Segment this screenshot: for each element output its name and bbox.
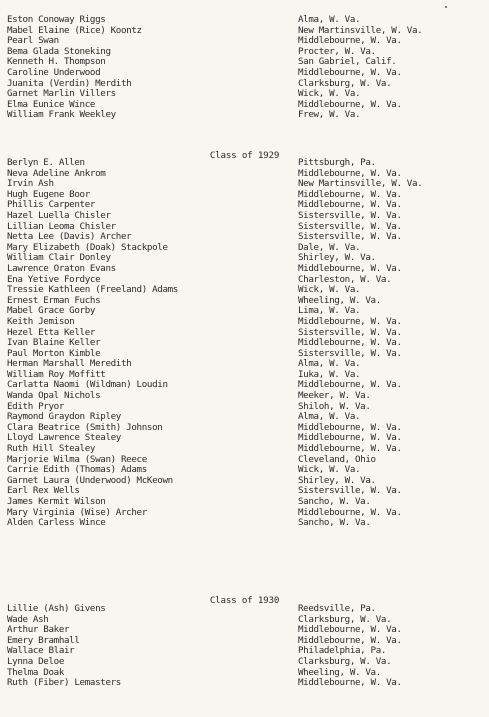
roster-entry bbox=[0, 338, 489, 349]
graduate-residence: Middlebourne, W. Va. bbox=[298, 507, 402, 518]
graduate-residence: Wick, W. Va. bbox=[298, 465, 361, 476]
graduate-name: Ruth (Fiber) Lemasters bbox=[7, 678, 121, 689]
graduate-residence: Charleston, W. Va. bbox=[298, 274, 392, 285]
graduate-name: Marjorie Wilma (Swan) Reece bbox=[7, 454, 147, 465]
graduate-name: Phillis Carpenter bbox=[7, 200, 96, 211]
roster-entry bbox=[0, 79, 489, 90]
roster-entry bbox=[0, 169, 489, 180]
class-heading-1929: Class of 1929 bbox=[209, 150, 280, 161]
graduate-name: William Frank Weekley bbox=[7, 110, 116, 121]
graduate-residence: Sancho, W. Va. bbox=[298, 497, 371, 507]
roster-entry bbox=[0, 211, 489, 222]
roster-entry bbox=[0, 349, 489, 360]
graduate-name: Garnet Marlin Villers bbox=[7, 89, 116, 100]
roster-entry bbox=[0, 158, 489, 169]
roster-entry bbox=[0, 497, 489, 508]
graduate-name: Hugh Eugene Boor bbox=[7, 189, 90, 200]
graduate-name: William Clair Donley bbox=[7, 253, 111, 264]
roster-entry bbox=[0, 68, 489, 79]
roster-entry bbox=[0, 625, 489, 636]
roster-entry bbox=[0, 110, 489, 121]
roster-entry bbox=[0, 402, 489, 413]
graduate-name: Ivan Blaine Keller bbox=[7, 338, 101, 349]
graduate-residence: Clarksburg, W. Va. bbox=[298, 656, 392, 667]
graduate-residence: Sistersville, W. Va. bbox=[298, 348, 402, 359]
graduate-name: Earl Rex Wells bbox=[7, 486, 80, 497]
roster-entry bbox=[0, 657, 489, 668]
roster-entry bbox=[0, 317, 489, 328]
graduate-name: James Kermit Wilson bbox=[7, 497, 106, 507]
graduate-name: Mary Elizabeth (Doak) Stackpole bbox=[7, 242, 168, 253]
graduate-name: Keith Jemison bbox=[7, 316, 75, 327]
graduate-residence: Middlebourne, W. Va. bbox=[298, 444, 402, 455]
roster-entry bbox=[0, 444, 489, 455]
roster-entry bbox=[0, 412, 489, 423]
roster-entry bbox=[0, 455, 489, 466]
graduate-residence: Shirley, W. Va. bbox=[298, 253, 376, 264]
graduate-name: Bema Glada Stoneking bbox=[7, 46, 111, 57]
roster-entry bbox=[0, 380, 489, 391]
graduate-name: Mabel Grace Gorby bbox=[7, 306, 96, 317]
roster-entry bbox=[0, 359, 489, 370]
roster-entry bbox=[0, 508, 489, 519]
graduate-residence: Alma, W. Va. bbox=[298, 412, 361, 423]
graduate-residence: Middlebourne, W. Va. bbox=[298, 338, 402, 349]
graduate-residence: Wheeling, W. Va. bbox=[298, 667, 381, 678]
graduate-residence: Sancho, W. Va. bbox=[298, 518, 371, 529]
graduate-name: Carrie Edith (Thomas) Adams bbox=[7, 465, 147, 476]
graduate-name: Tressie Kathleen (Freeland) Adams bbox=[7, 285, 178, 296]
roster-entry bbox=[0, 646, 489, 657]
roster-entry bbox=[0, 100, 489, 111]
roster-entry bbox=[0, 615, 489, 626]
roster-entry bbox=[0, 296, 489, 307]
roster-entry bbox=[0, 275, 489, 286]
graduate-residence: Middlebourne, W. Va. bbox=[298, 99, 402, 110]
graduate-residence: Middlebourne, W. Va. bbox=[298, 678, 402, 689]
graduate-name: Lillian Leoma Chisler bbox=[7, 221, 116, 232]
roster-entry bbox=[0, 306, 489, 317]
roster-entry bbox=[0, 604, 489, 615]
graduate-name: Berlyn E. Allen bbox=[7, 158, 85, 168]
graduate-residence: Wick, W. Va. bbox=[298, 89, 361, 100]
graduate-residence: Alma, W. Va. bbox=[298, 15, 361, 25]
graduate-name: Edith Pryor bbox=[7, 401, 64, 412]
graduate-name: William Roy Moffitt bbox=[7, 369, 106, 380]
graduate-residence: Sistersville, W. Va. bbox=[298, 232, 402, 243]
roster-entry bbox=[0, 179, 489, 190]
roster-entry bbox=[0, 668, 489, 679]
ink-speck bbox=[445, 6, 447, 8]
graduate-name: Lawrence Oraton Evans bbox=[7, 263, 116, 274]
roster-section-continued bbox=[0, 15, 489, 121]
graduate-name: Pearl Swan bbox=[7, 36, 59, 47]
graduate-residence: Middlebourne, W. Va. bbox=[298, 316, 402, 327]
roster-entry bbox=[0, 433, 489, 444]
graduate-residence: Clarksburg, W. Va. bbox=[298, 78, 392, 89]
roster-entry bbox=[0, 36, 489, 47]
graduate-residence: Middlebourne, W. Va. bbox=[298, 168, 402, 179]
graduate-name: Caroline Underwood bbox=[7, 67, 101, 78]
graduate-residence: New Martinsville, W. Va. bbox=[298, 25, 423, 36]
roster-entry bbox=[0, 47, 489, 58]
graduate-name: Ernest Erman Fuchs bbox=[7, 295, 101, 306]
graduate-residence: Sistersville, W. Va. bbox=[298, 486, 402, 497]
graduate-name: Thelma Doak bbox=[7, 667, 64, 678]
class-heading-1930: Class of 1930 bbox=[209, 595, 280, 606]
graduate-name: Ena Yetive Fordyce bbox=[7, 274, 101, 285]
graduate-residence: Sistersville, W. Va. bbox=[298, 210, 402, 221]
graduate-residence: Middlebourne, W. Va. bbox=[298, 200, 402, 211]
graduate-name: Wallace Blair bbox=[7, 646, 75, 657]
graduate-name: Clara Beatrice (Smith) Johnson bbox=[7, 422, 163, 433]
graduate-residence: Pittsburgh, Pa. bbox=[298, 158, 376, 168]
roster-section-1930 bbox=[0, 604, 489, 689]
roster-entry bbox=[0, 328, 489, 339]
graduate-residence: Middlebourne, W. Va. bbox=[298, 625, 402, 636]
roster-entry bbox=[0, 57, 489, 68]
graduate-residence: Wick, W. Va. bbox=[298, 285, 361, 296]
graduate-residence: Middlebourne, W. Va. bbox=[298, 67, 402, 78]
roster-entry bbox=[0, 253, 489, 264]
graduate-residence: Sistersville, W. Va. bbox=[298, 327, 402, 338]
graduate-residence: Middlebourne, W. Va. bbox=[298, 635, 402, 646]
roster-entry bbox=[0, 232, 489, 243]
graduate-name: Juanita (Verdin) Merdith bbox=[7, 78, 132, 89]
graduate-name: Netta Lee (Davis) Archer bbox=[7, 232, 132, 243]
graduate-residence: Middlebourne, W. Va. bbox=[298, 380, 402, 391]
roster-entry bbox=[0, 285, 489, 296]
graduate-name: Mabel Elaine (Rice) Koontz bbox=[7, 25, 142, 36]
graduate-residence: Wheeling, W. Va. bbox=[298, 295, 381, 306]
graduate-name: Neva Adeline Ankrom bbox=[7, 168, 106, 179]
graduate-name: Irvin Ash bbox=[7, 179, 54, 190]
graduate-residence: Middlebourne, W. Va. bbox=[298, 263, 402, 274]
graduate-residence: San Gabriel, Calif. bbox=[298, 57, 397, 68]
graduate-name: Lynna Deloe bbox=[7, 656, 64, 667]
graduate-name: Arthur Baker bbox=[7, 625, 70, 636]
graduate-name: Herman Marshall Meredith bbox=[7, 359, 132, 370]
graduate-name: Lloyd Lawrence Stealey bbox=[7, 433, 121, 444]
roster-entry bbox=[0, 678, 489, 689]
roster-entry bbox=[0, 391, 489, 402]
graduate-name: Emery Bramhall bbox=[7, 635, 80, 646]
graduate-residence: Philadelphia, Pa. bbox=[298, 646, 387, 657]
graduate-residence: Meeker, W. Va. bbox=[298, 391, 371, 402]
graduate-residence: Dale, W. Va. bbox=[298, 242, 361, 253]
graduate-residence: Sistersville, W. Va. bbox=[298, 221, 402, 232]
graduate-residence: Middlebourne, W. Va. bbox=[298, 189, 402, 200]
roster-entry bbox=[0, 26, 489, 37]
graduate-residence: Middlebourne, W. Va. bbox=[298, 422, 402, 433]
graduate-name: Raymond Graydon Ripley bbox=[7, 412, 121, 423]
roster-section-1929 bbox=[0, 158, 489, 529]
graduate-residence: Frew, W. Va. bbox=[298, 110, 361, 121]
graduate-name: Lillie (Ash) Givens bbox=[7, 604, 106, 614]
roster-entry bbox=[0, 222, 489, 233]
roster-entry bbox=[0, 518, 489, 529]
graduate-name: Hazel Luella Chisler bbox=[7, 210, 111, 221]
roster-entry bbox=[0, 89, 489, 100]
graduate-residence: Reedsville, Pa. bbox=[298, 604, 376, 614]
graduate-residence: Clarksburg, W. Va. bbox=[298, 614, 392, 625]
roster-entry bbox=[0, 243, 489, 254]
roster-entry bbox=[0, 15, 489, 26]
graduate-name: Wanda Opal Nichols bbox=[7, 391, 101, 402]
graduate-residence: Alma, W. Va. bbox=[298, 359, 361, 370]
graduate-name: Garnet Laura (Underwood) McKeown bbox=[7, 475, 173, 486]
graduate-name: Mary Virginia (Wise) Archer bbox=[7, 507, 147, 518]
graduate-name: Paul Morton Kimble bbox=[7, 348, 101, 359]
graduate-name: Ruth Hill Stealey bbox=[7, 444, 96, 455]
roster-entry bbox=[0, 486, 489, 497]
graduate-residence: Middlebourne, W. Va. bbox=[298, 36, 402, 47]
graduate-residence: Lima, W. Va. bbox=[298, 306, 361, 317]
graduate-residence: Procter, W. Va. bbox=[298, 46, 376, 57]
roster-entry bbox=[0, 465, 489, 476]
graduate-name: Wade Ash bbox=[7, 614, 49, 625]
roster-entry bbox=[0, 200, 489, 211]
roster-entry bbox=[0, 264, 489, 275]
graduate-residence: Cleveland, Ohio bbox=[298, 454, 376, 465]
graduate-name: Eston Conoway Riggs bbox=[7, 15, 106, 25]
graduate-residence: New Martinsville, W. Va. bbox=[298, 179, 423, 190]
graduate-name: Kenneth H. Thompson bbox=[7, 57, 106, 68]
roster-entry bbox=[0, 476, 489, 487]
roster-entry bbox=[0, 370, 489, 381]
graduate-name: Hezel Etta Keller bbox=[7, 327, 96, 338]
roster-entry bbox=[0, 190, 489, 201]
graduate-name: Alden Carless Wince bbox=[7, 518, 106, 529]
graduate-residence: Shirley, W. Va. bbox=[298, 475, 376, 486]
graduate-residence: Middlebourne, W. Va. bbox=[298, 433, 402, 444]
graduate-name: Elma Eunice Wince bbox=[7, 99, 96, 110]
graduate-residence: Shiloh, W. Va. bbox=[298, 401, 371, 412]
roster-entry bbox=[0, 423, 489, 434]
graduate-name: Carlatta Naomi (Wildman) Loudin bbox=[7, 380, 168, 391]
graduate-residence: Iuka, W. Va. bbox=[298, 369, 361, 380]
roster-entry bbox=[0, 636, 489, 647]
